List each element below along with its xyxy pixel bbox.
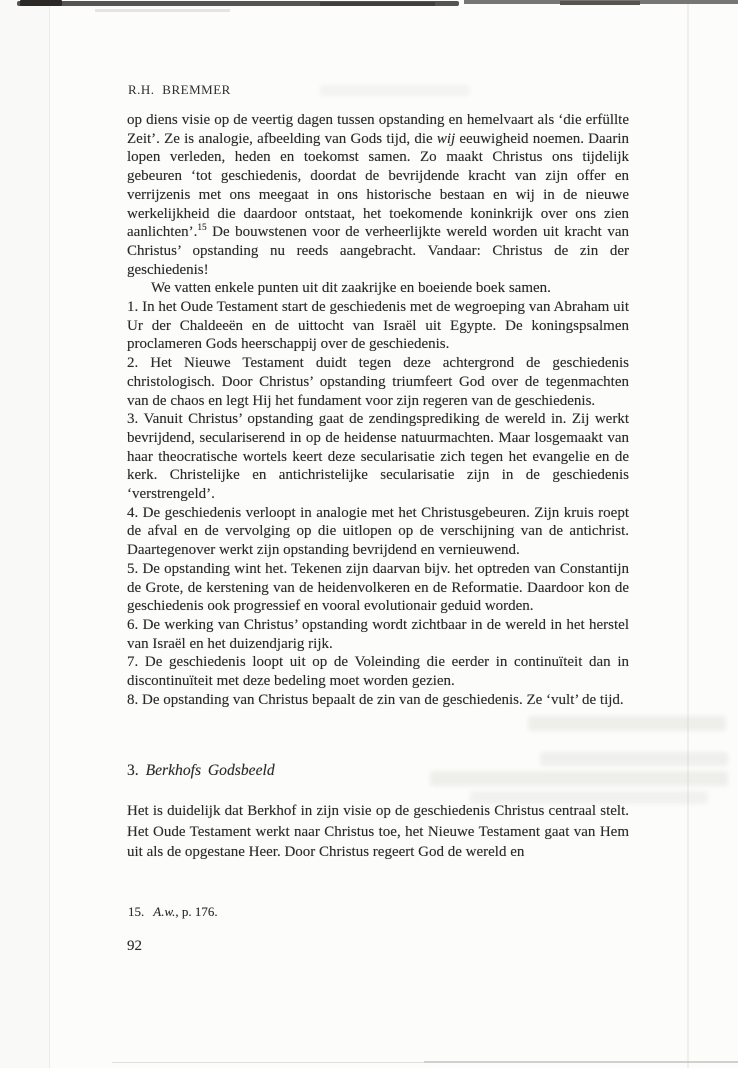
text-segment: De bouwstenen voor de verheerlijkte wereld worden uit kracht van Christus’ opstanding nu reeds aangebracht. Vandaar: Christus de zin der geschiedenis! — [127, 224, 629, 278]
page-left-edge-line — [0, 0, 50, 1068]
text-segment: 3. Vanuit Christus’ opstanding gaat de zendingsprediking de wereld in. Zij werkt bevrijdend, seculariserend in op de heidense natuurmachten. Maar losgemaakt van haar theocratische wortels keert deze secularisatie zich tegen het evangelie en de kerk. Christelijke en antichristelijke secularisatie zijn in de geschiedenis ‘verstrengeld’. — [127, 411, 629, 503]
text-segment: 4. De geschiedenis verloopt in analogie met het Christusgebeuren. Zijn kruis roept de afval en de vervolging op die uitlopen op de verschijning van de antichrist. Daartegenover werkt zijn opstanding bevrijdend en vernieuwend. — [127, 504, 629, 559]
page-number: 92 — [127, 938, 142, 954]
numbered-point-7 — [127, 653, 629, 690]
text-segment: op diens visie op de veertig dagen tussen opstanding en hemelvaart als ‘die erfüllte Zeit’. Ze is analogie, afbeelding van Gods tijd, die — [127, 112, 629, 147]
paragraph-intro — [127, 111, 629, 279]
section-heading — [127, 762, 275, 780]
scan-bottom-edge-line — [112, 1062, 424, 1063]
text-segment: 8. De opstanding van Christus bepaalt de zin van de geschiedenis. Ze ‘vult’ de tijd. — [127, 691, 624, 708]
numbered-point-8 — [127, 691, 629, 710]
text-segment: , p. 176. — [175, 904, 218, 919]
italic-text-segment: Berkhofs Godsbeeld — [145, 762, 275, 779]
paragraph-summary-lead — [127, 279, 629, 298]
numbered-point-4 — [127, 504, 629, 560]
running-header-author: R.H. BREMMER — [128, 82, 231, 97]
paragraph-closing — [127, 801, 629, 863]
numbered-point-6 — [127, 616, 629, 653]
text-segment: 1. In het Oude Testament start de geschiedenis met de wegroeping van Abraham uit Ur der Chaldeeën en de uittocht van Israël uit Egypte. De koningspsalmen proclameren Gods heerschappij over de geschiedenis. — [127, 299, 629, 353]
numbered-point-3 — [127, 410, 629, 504]
text-segment: 5. De opstanding wint het. Tekenen zijn daarvan bijv. het optreden van Constantijn de Grote, de kerstening van de heidenvolkeren en de Reformatie. Daardoor kon de geschiedenis ook progressief en vooral evolutionair geduid worden. — [127, 560, 629, 615]
bleed-through-smudge — [320, 85, 470, 96]
footnote-text — [153, 904, 217, 919]
footnote — [128, 904, 218, 920]
text-segment: 3. — [127, 762, 146, 779]
bleed-through-smudge — [528, 716, 726, 731]
text-segment: Het is duidelijk dat Berkhof in zijn visie op de geschiedenis Christus centraal stelt. Het Oude Testament werkt naar Christus toe, het Nieuwe Testament gaat van Hem uit als de opgestane Heer. Door Christus regeert God de wereld en — [127, 803, 629, 861]
text-segment: 2. Het Nieuwe Testament duidt tegen deze achtergrond de geschiedenis christologisch. Door Christus’ opstanding triumfeert God over de tegenmachten van de chaos en legt Hij het fundament voor zijn regeren van de geschiedenis. — [127, 355, 629, 409]
italic-text-segment: wij — [436, 130, 456, 147]
body-text-column — [127, 111, 629, 710]
bleed-through-smudge — [430, 771, 728, 786]
scan-top-edge-speck — [95, 9, 230, 12]
page-right-fold-line — [687, 0, 689, 1068]
numbered-point-5 — [127, 560, 629, 616]
numbered-point-1 — [127, 298, 629, 354]
text-segment: We vatten enkele punten uit dit zaakrijke en boeiende boek samen. — [151, 280, 551, 297]
bleed-through-smudge — [540, 752, 728, 766]
scan-top-edge-artifact — [20, 0, 62, 6]
scan-bottom-edge-line — [424, 1061, 738, 1063]
footnote-number: 15. — [128, 904, 145, 919]
numbered-point-2 — [127, 354, 629, 410]
scan-top-edge-artifact — [320, 2, 435, 6]
scan-top-edge-artifact — [560, 1, 640, 5]
italic-text-segment: A.w. — [153, 904, 176, 919]
footnote-reference-marker: 15 — [197, 223, 207, 234]
text-segment: 7. De geschiedenis loopt uit op de Voleinding die eerder in continuïteit dan in discontinuïteit met deze bedeling moet worden gezien. — [127, 654, 629, 690]
text-segment: eeuwigheid noemen. Daarin lopen verleden, heden en toekomst samen. Zo maakt Christus ons tijdelijk gebeuren ‘tot geschiedenis, doordat de bevrijdende kracht van zijn offer en verrijzenis met ons meegaat in ons historische bestaan en wij in de nieuwe werkelijkheid die daardoor ontstaat, het toekomende koninkrijk over ons zien aanlichten’. — [127, 130, 629, 241]
text-segment: 6. De werking van Christus’ opstanding wordt zichtbaar in de wereld in het herstel van Israël en het duizendjarig rijk. — [127, 616, 629, 652]
